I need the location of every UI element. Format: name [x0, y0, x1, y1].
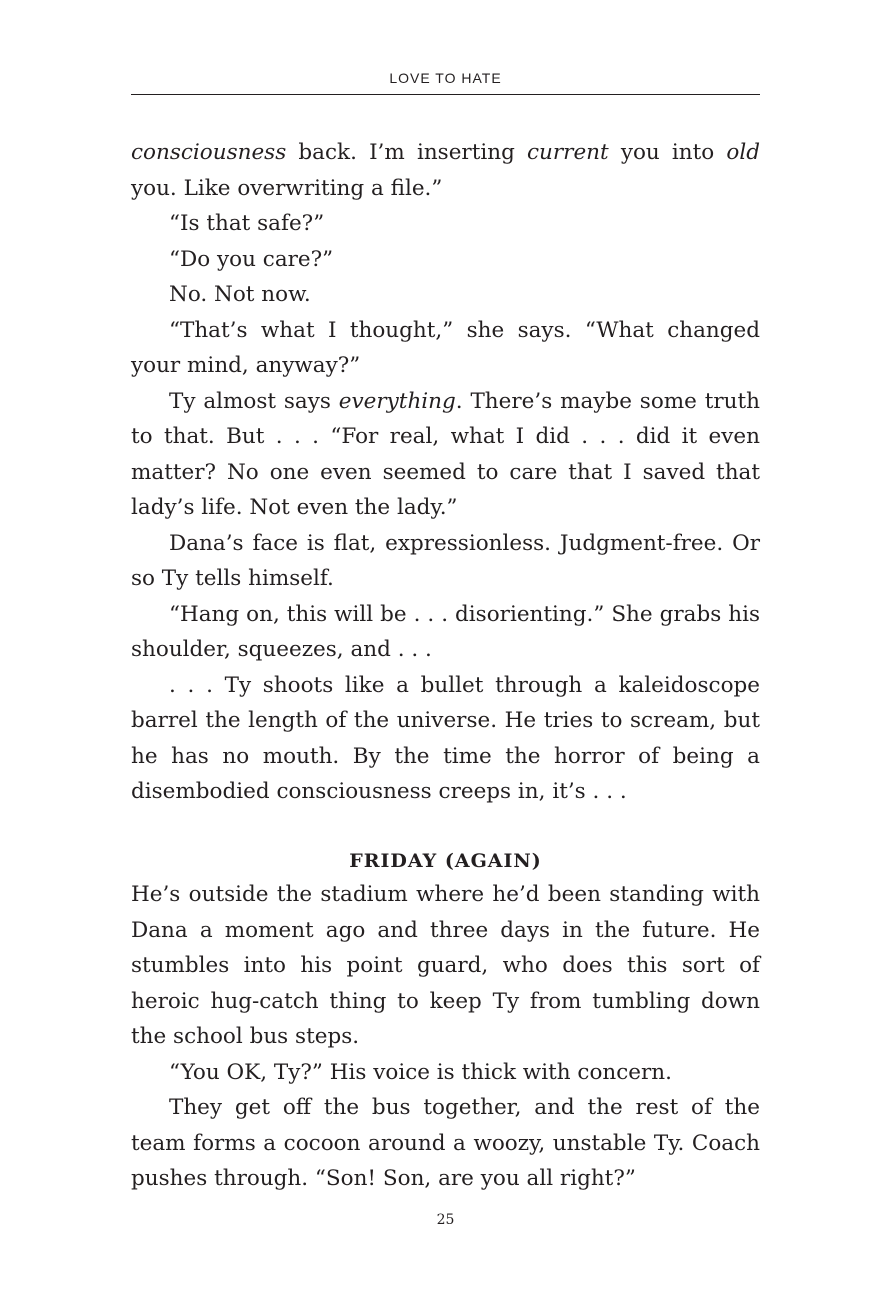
paragraph: [131, 877, 760, 1055]
italic-run: consciousness: [131, 140, 287, 165]
body-text-after-break: [131, 877, 760, 1197]
section-heading: FRIDAY (AGAIN): [349, 850, 542, 872]
paragraph: [131, 526, 760, 597]
italic-run: current: [527, 140, 609, 165]
page-number: 25: [436, 1212, 455, 1228]
text-run: “You OK, Ty?” His voice is thick with concern.: [169, 1059, 672, 1085]
paragraph: [131, 668, 760, 810]
paragraph: [131, 1055, 760, 1091]
paragraph: [131, 206, 760, 242]
paragraph: [131, 313, 760, 384]
text-run: you. Like overwriting a file.”: [131, 175, 443, 201]
paragraph: [131, 1090, 760, 1197]
text-run: back. I’m inserting: [286, 140, 527, 165]
italic-run: old: [726, 140, 760, 165]
paragraph: [131, 135, 760, 206]
text-run: No. Not now.: [169, 282, 311, 307]
text-run: “Hang on, this will be . . . disorienting.” She grabs his shoulder, squeezes, and . . .: [131, 601, 760, 662]
paragraph: [131, 242, 760, 278]
body-text-before-break: [131, 135, 760, 810]
text-run: “Is that safe?”: [169, 211, 325, 236]
text-run: He’s outside the stadium where he’d been standing with Dana a moment ago and three days in the future. He stumbles into his point guard, who does this sort of heroic hug-catch thing to keep Ty from tumbling down the school bus steps.: [131, 882, 760, 1049]
text-run: They get off the bus together, and the rest of the team forms a cocoon around a woozy, unstable Ty. Coach pushes through. “Son! Son, are you all right?”: [131, 1095, 760, 1191]
header-rule: [131, 94, 760, 95]
text-run: Dana’s face is flat, expressionless. Judgment-free. Or so Ty tells himself.: [131, 530, 760, 591]
italic-run: everything: [338, 388, 456, 414]
text-run: . There’s maybe some truth to that. But . . . “For real, what I did . . . did it even matter? No one even seemed to care that I saved that lady’s life. Not even the lady.”: [131, 388, 760, 520]
text-run: . . . Ty shoots like a bullet through a kaleidoscope barrel the length of the universe. He tries to scream, but he has no mouth. By the time the horror of being a disembodied consciousness creeps in, it’s . . .: [131, 672, 760, 804]
paragraph: [131, 384, 760, 526]
text-run: “Do you care?”: [169, 246, 334, 272]
text-run: Ty almost says: [169, 388, 339, 414]
text-run: you into: [608, 140, 727, 165]
text-run: “That’s what I thought,” she says. “What changed your mind, anyway?”: [131, 317, 760, 378]
paragraph: [131, 597, 760, 668]
paragraph: [131, 277, 760, 313]
running-head: LOVE TO HATE: [389, 70, 502, 86]
